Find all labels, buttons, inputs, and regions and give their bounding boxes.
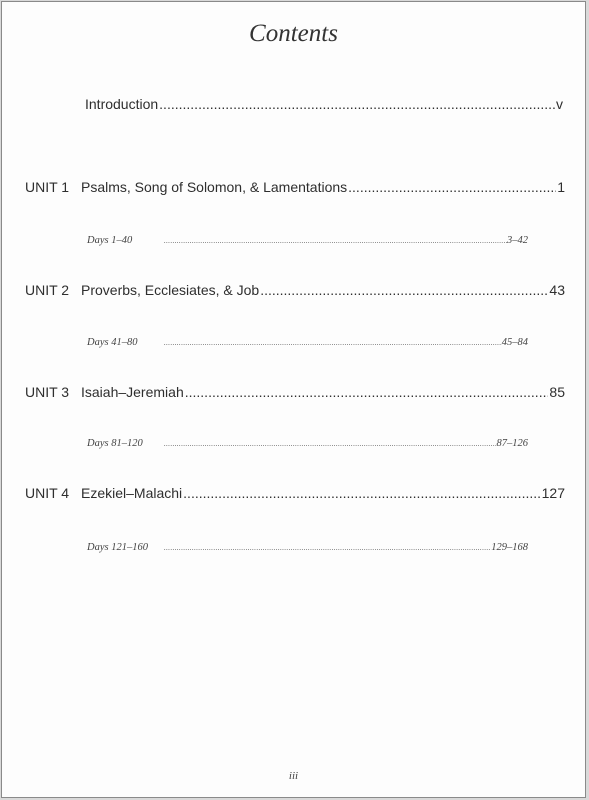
toc-entry-introduction[interactable]	[85, 96, 563, 112]
dot-leader	[348, 179, 556, 195]
toc-page-number: 85	[549, 384, 565, 400]
toc-subentry-days-unit-2[interactable]	[87, 337, 528, 348]
dot-leader	[183, 485, 540, 501]
document-page	[1, 1, 586, 798]
unit-label: UNIT 2	[25, 282, 70, 298]
toc-page-number: 1	[557, 179, 565, 195]
unit-label: UNIT 3	[25, 384, 70, 400]
toc-page-number: 127	[541, 485, 565, 501]
toc-entry-unit-3[interactable]	[25, 384, 565, 400]
toc-subentry-days-unit-4[interactable]	[87, 542, 528, 553]
days-page-range: 45–84	[501, 337, 528, 348]
unit-label: UNIT 1	[25, 179, 70, 195]
toc-entry-unit-1[interactable]	[25, 179, 565, 195]
toc-subentry-days-unit-1[interactable]	[87, 235, 528, 246]
dot-leader	[185, 384, 549, 400]
toc-entry-unit-2[interactable]	[25, 282, 565, 298]
days-page-range: 3–42	[507, 235, 528, 246]
days-label: Days 1–40	[87, 235, 133, 246]
toc-entry-label: Introduction	[85, 96, 159, 112]
dot-leader	[260, 282, 548, 298]
dot-leader	[164, 544, 491, 552]
toc-page-number: 43	[549, 282, 565, 298]
page-title: Contents	[249, 20, 338, 47]
dot-leader	[159, 96, 555, 112]
toc-entry-unit-4[interactable]	[25, 485, 565, 501]
unit-title: Isaiah–Jeremiah	[81, 384, 184, 400]
unit-title: Proverbs, Ecclesiates, & Job	[81, 282, 260, 298]
unit-title: Ezekiel–Malachi	[81, 485, 183, 501]
dot-leader	[164, 440, 497, 448]
days-label: Days 81–120	[87, 438, 143, 449]
unit-title: Psalms, Song of Solomon, & Lamentations	[81, 179, 348, 195]
toc-page-number: v	[556, 96, 563, 112]
page-folio-number: iii	[288, 770, 299, 782]
days-page-range: 129–168	[491, 542, 528, 553]
dot-leader	[164, 339, 502, 347]
toc-subentry-days-unit-3[interactable]	[87, 438, 528, 449]
unit-label: UNIT 4	[25, 485, 70, 501]
days-label: Days 41–80	[87, 337, 138, 348]
dot-leader	[164, 237, 507, 245]
days-label: Days 121–160	[87, 542, 148, 553]
days-page-range: 87–126	[496, 438, 528, 449]
